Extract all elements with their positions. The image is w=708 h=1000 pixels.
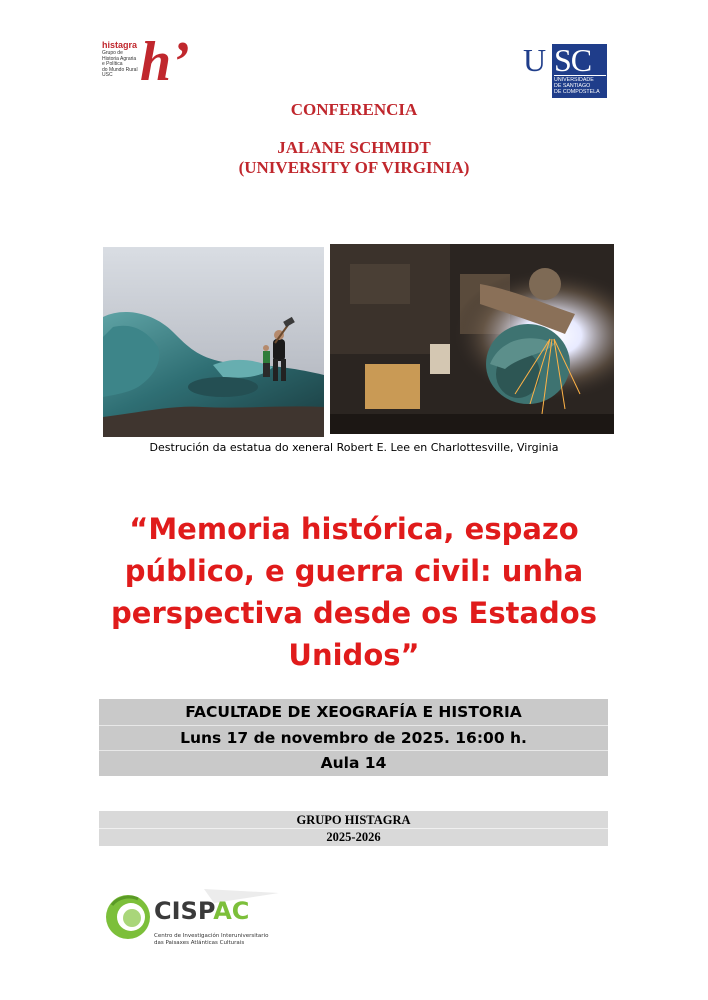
- group-box: [99, 811, 608, 846]
- histagra-logo-mark: h’: [140, 31, 190, 93]
- statue-photo-left-image: [103, 247, 324, 437]
- venue-datetime: Luns 17 de novembro de 2025. 16:00 h.: [99, 725, 608, 751]
- histagra-sub-line: Historia Agraria: [102, 55, 137, 62]
- histagra-logo-name: histagra: [102, 40, 138, 50]
- statue-photo-right: [330, 244, 614, 434]
- usc-logo: [523, 44, 607, 98]
- cispac-desc-line: Centro de Investigación Interuniversitario: [154, 933, 269, 939]
- conference-label: CONFERENCIA: [290, 100, 418, 119]
- cispac-logo-description: [154, 933, 284, 947]
- speaker-name: JALANE SCHMIDT: [277, 138, 431, 157]
- talk-title: “Memoria histórica, espazo público, e guerra civil: unha perspectiva desde os Estados Unidos”: [111, 512, 597, 672]
- usc-logo-box: [552, 44, 607, 98]
- cispac-word-part: CISP: [154, 897, 214, 925]
- histagra-sub-line: do Mundo Rural: [102, 66, 138, 73]
- histagra-sub-line: USC: [102, 72, 113, 79]
- cispac-word-accent: AC: [213, 897, 250, 925]
- usc-logo-u: U: [523, 42, 546, 78]
- usc-sub-line: UNIVERSIDADE: [554, 77, 594, 83]
- cispac-logo: [104, 885, 284, 955]
- venue-room: Aula 14: [99, 750, 608, 776]
- speaker-affiliation: (UNIVERSITY OF VIRGINIA): [238, 158, 470, 177]
- statue-photo-right-image: [330, 244, 614, 434]
- usc-logo-sc: SC: [554, 42, 592, 78]
- venue-faculty: FACULTADE DE XEOGRAFÍA E HISTORIA: [185, 703, 522, 721]
- cispac-desc-line: das Paisaxes Atlánticas Culturais: [154, 940, 245, 946]
- usc-sub-line: DE COMPOSTELA: [554, 89, 600, 95]
- histagra-sub-line: e Política: [102, 61, 123, 68]
- statue-photo-left: [103, 247, 324, 437]
- histagra-logo-subtitle: [102, 51, 142, 79]
- group-name: GRUPO HISTAGRA: [99, 812, 608, 829]
- histagra-sub-line: Grupo de: [102, 50, 123, 56]
- group-years: 2025-2026: [326, 830, 381, 844]
- venue-box: [99, 699, 608, 776]
- photo-caption: Destrución da estatua do xeneral Robert E. Lee en Charlottesville, Virginia: [149, 441, 559, 454]
- usc-sub-line: DE SANTIAGO: [554, 83, 591, 89]
- usc-logo-subtitle: [554, 75, 606, 95]
- histagra-logo: [102, 31, 192, 100]
- cispac-logo-word: [154, 897, 249, 925]
